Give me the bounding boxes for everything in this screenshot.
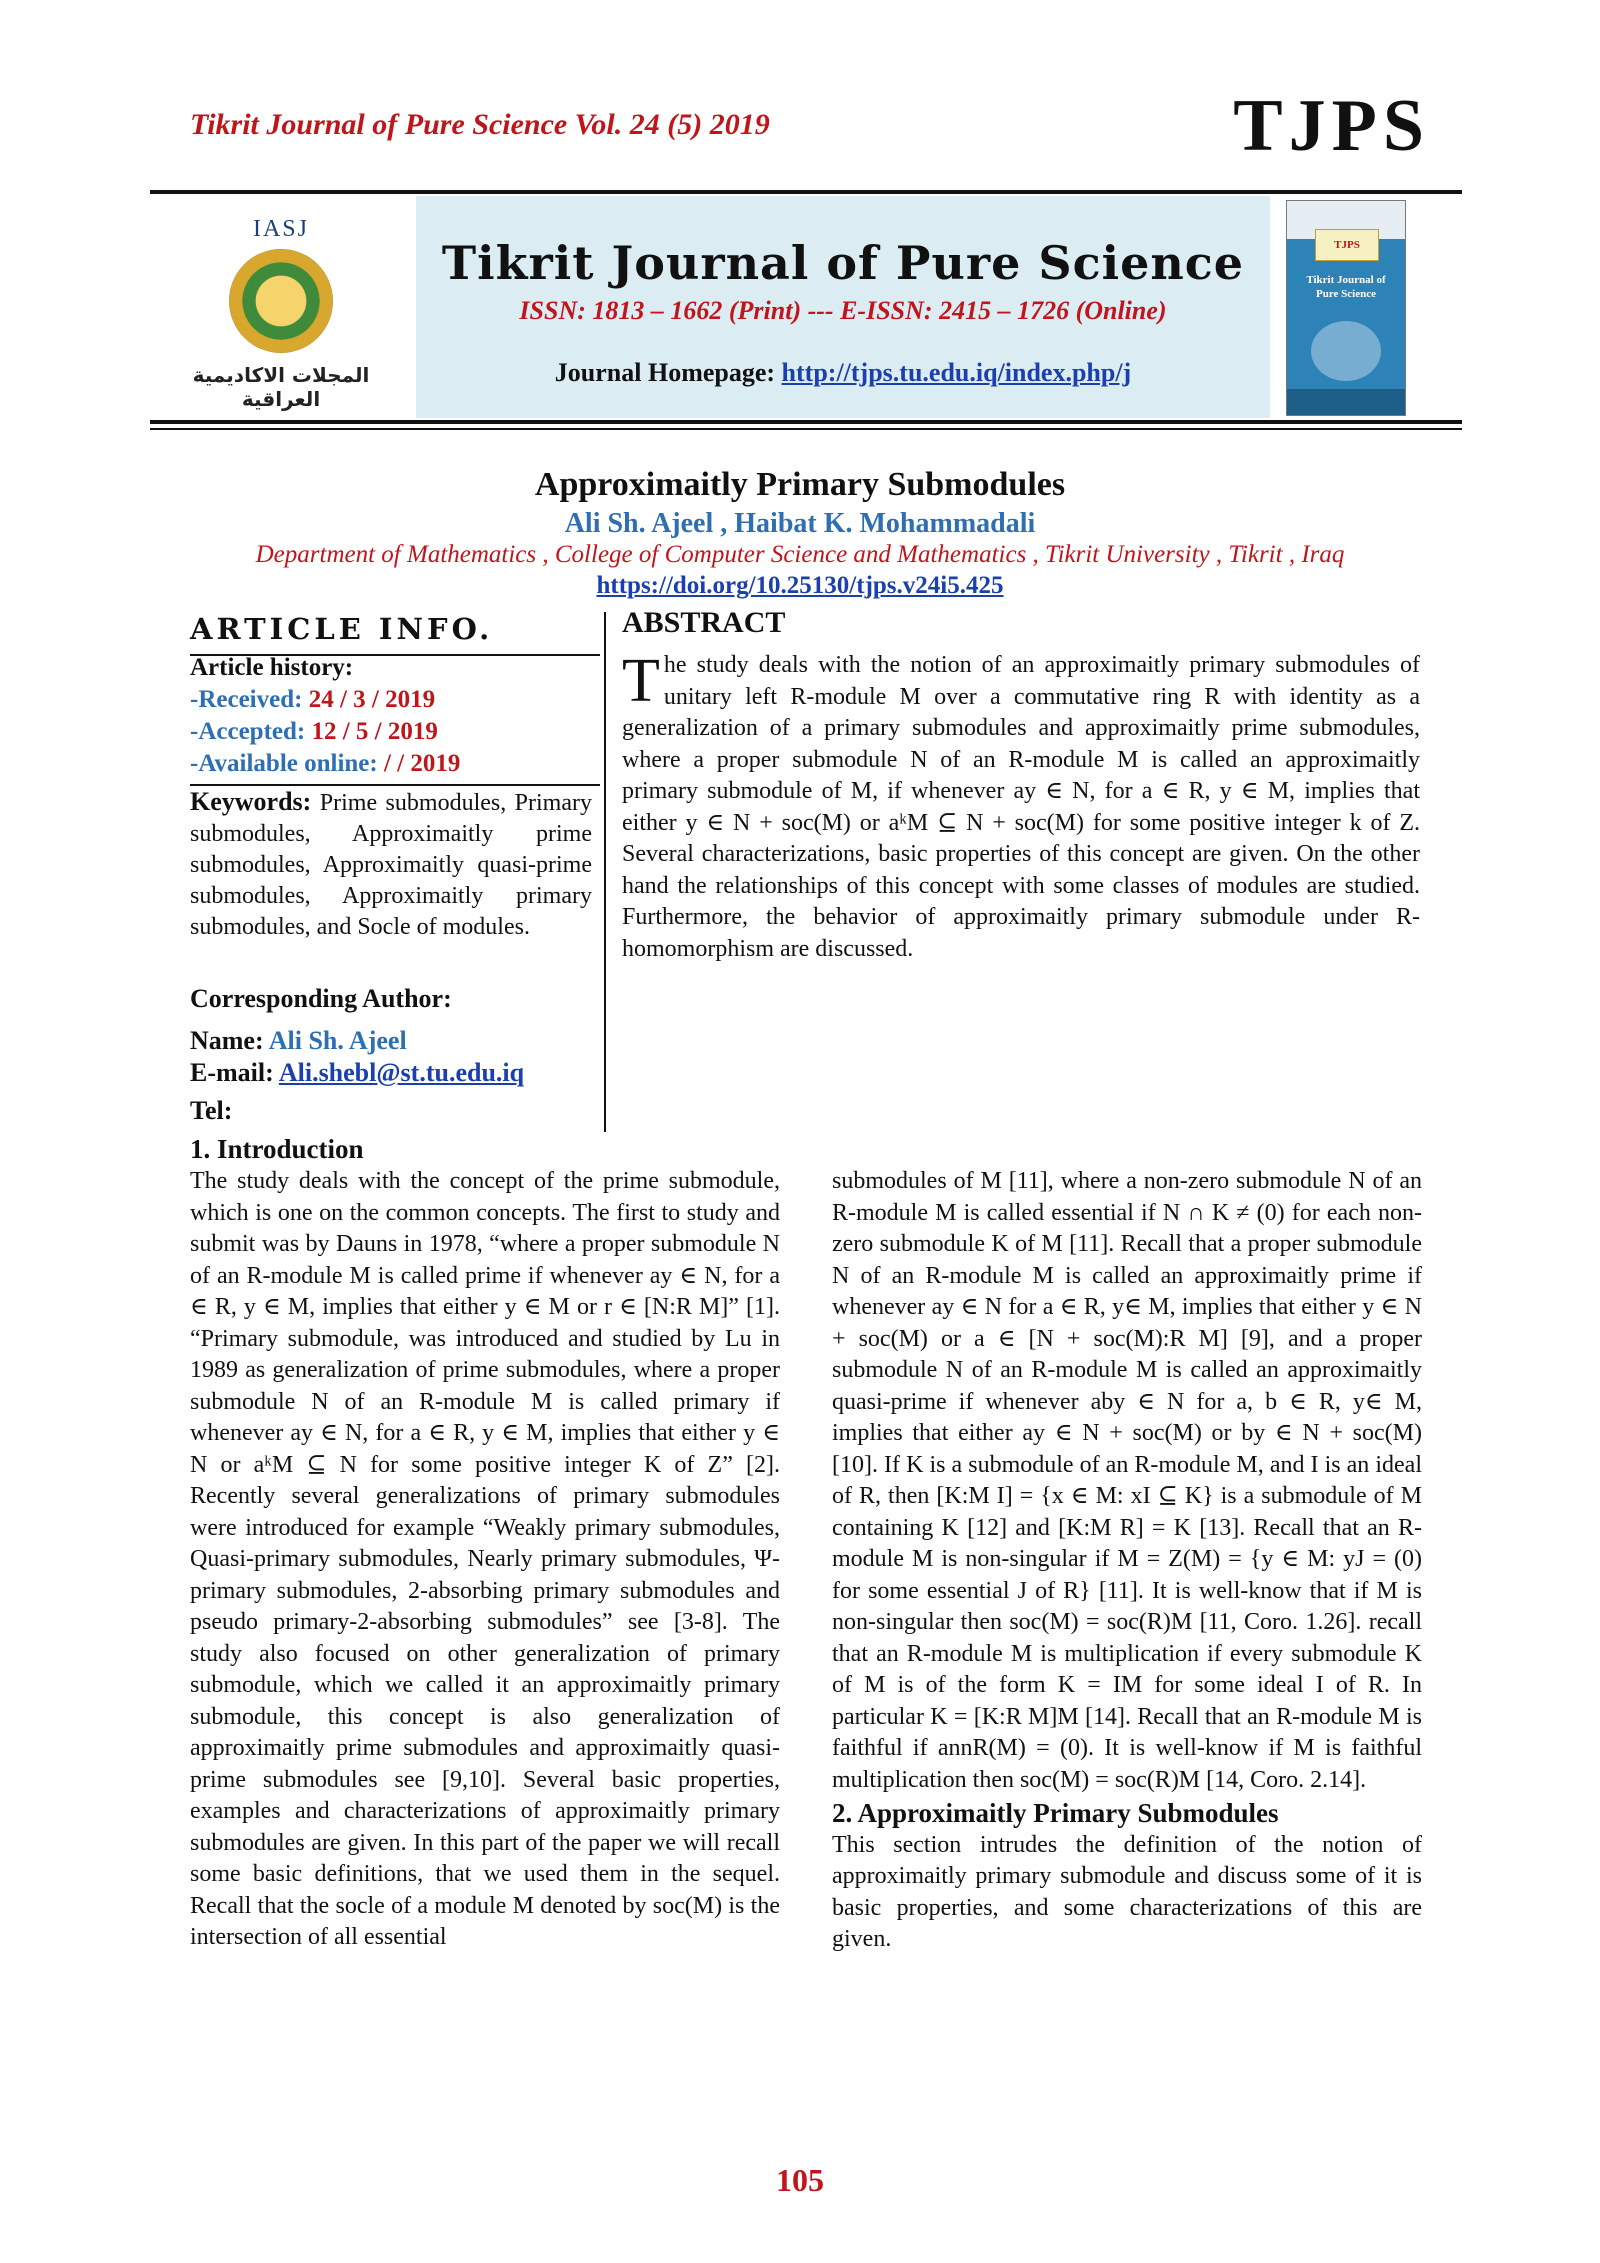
intro-column-2 [832, 1166, 1422, 1956]
cover-title: Tikrit Journal of Pure Science [1306, 274, 1386, 300]
top-rule [150, 190, 1462, 194]
email-label: E-mail: [190, 1058, 274, 1087]
doi-link[interactable]: https://doi.org/10.25130/tjps.v24i5.425 [596, 572, 1004, 599]
abstract-heading: ABSTRACT [622, 606, 786, 639]
available-row [190, 750, 460, 778]
journal-banner [150, 196, 1462, 418]
available-value: / / 2019 [383, 750, 461, 777]
cover-image [1286, 200, 1406, 416]
corresponding-author-label: Corresponding Author: [190, 984, 452, 1013]
available-label: -Available online: [190, 750, 378, 777]
abstract-text: he study deals with the notion of an approximaitly primary submodules of unitary left R-module M over a commutative ring R with identity as a generalization of a primary submodules and approximaitly prime submodules, where a proper submodule N of an R-module M is called an approximaitly primary submodule of M, if whenever ay ∈ N, for a ∈ R, y ∈ M, implies that either y ∈ N + soc(M) or aᵏM ⊆ N + soc(M) for some positive integer k of Z. Several characterizations, basic properties of this concept are given. On the other hand the relationships of this concept with some classes of modules are studied. Furthermore, the behavior of approximaitly primary submodule under R-homomorphism are discussed. [622, 652, 1420, 962]
tjps-logo-text: TJPS [1233, 85, 1430, 167]
accepted-label: -Accepted: [190, 718, 306, 745]
homepage-link[interactable]: http://tjps.tu.edu.iq/index.php/j [781, 358, 1132, 387]
paper-title: Approximaitly Primary Submodules [534, 466, 1066, 503]
received-row [190, 686, 435, 714]
cover-badge: TJPS [1315, 229, 1379, 261]
intro-heading: 1. Introduction [190, 1134, 364, 1164]
author-name-row [190, 1026, 407, 1056]
iasj-arabic-label: المجلات الاكاديمية العراقية [192, 363, 370, 411]
paper-authors: Ali Sh. Ajeel , Haibat K. Mohammadali [564, 508, 1036, 539]
intro-column-1: The study deals with the concept of the prime submodule, which is one on the common concepts. The first to study and submit was by Dauns in 1978, “where a proper submodule N of an R-module M is called prime if whenever ay ∈ N, for a ∈ R, y ∈ M, implies that either y ∈ M or r ∈ [N:R M]” [1]. “Primary submodule, was introduced and studied by Lu in 1989 as generalization of prime submodules, where a proper submodule N of an R-module M is called primary if whenever ay ∈ N, for a ∈ R, y ∈ M, implies that either y ∈ N or aᵏM ⊆ N for some positive integer K of Z” [2]. Recently several generalizations of primary submodules were introduced for example “Weakly primary submodules, Quasi-primary submodules, Nearly primary submodules, Ψ-primary submodules, 2-absorbing primary submodules and pseudo primary-2-absorbing submodules” see [3-8]. The study also focused on other generalization of primary submodule, which we called it an approximaitly primary submodule, this concept is also generalization of approximaitly prime submodules and approximaitly quasi-prime submodules see [9,10]. Several basic properties, examples and characterizations of approximaitly primary submodules are given. In this part of the paper we will recall some basic definitions, that we used them in the sequel. Recall that the socle of a module M denoted by soc(M) is the intersection of all essential [190, 1168, 780, 1950]
banner-issn: ISSN: 1813 – 1662 (Print) --- E-ISSN: 2415 – 1726 (Online) [519, 296, 1167, 325]
column-divider [604, 612, 606, 1132]
author-email-row [190, 1058, 524, 1088]
name-value: Ali Sh. Ajeel [268, 1026, 407, 1055]
banner-title: Tikrit Journal of Pure Science [441, 236, 1245, 290]
banner-bottom-rule-thin [150, 428, 1462, 430]
cover-emblem-icon [1311, 321, 1381, 381]
journal-running-header: Tikrit Journal of Pure Science Vol. 24 (5) 2019 [190, 108, 770, 141]
homepage-label: Journal Homepage: [554, 358, 782, 387]
accepted-value: 12 / 5 / 2019 [311, 718, 438, 745]
article-info-heading: ARTICLE INFO. [190, 612, 494, 646]
received-label: -Received: [190, 686, 303, 713]
abstract-dropcap: T [622, 647, 660, 715]
journal-cover [1280, 196, 1462, 418]
received-value: 24 / 3 / 2019 [308, 686, 436, 713]
tel-label: Tel: [190, 1096, 233, 1125]
keywords [190, 786, 592, 943]
section-2-heading: 2. Approximaitly Primary Submodules [832, 1798, 1279, 1828]
iasj-label: IASJ [252, 216, 309, 242]
keywords-text: Prime submodules, Primary submodules, Approximaitly prime submodules, Approximaitly quasi-prime submodules, Approximaitly primary submodules, and Socle of modules. [190, 790, 592, 940]
email-link[interactable]: Ali.shebl@st.tu.edu.iq [278, 1058, 525, 1087]
iasj-emblem-icon [229, 249, 333, 353]
banner-bottom-rule [150, 420, 1462, 424]
article-history-label: Article history: [190, 654, 354, 681]
paper-affiliation: Department of Mathematics , College of Computer Science and Mathematics , Tikrit University , Tikrit , Iraq [255, 541, 1345, 568]
abstract-body [622, 647, 1420, 965]
page-number: 105 [776, 2162, 824, 2198]
keywords-label: Keywords: [190, 787, 312, 816]
banner-homepage [416, 358, 1270, 388]
banner-center [416, 196, 1270, 418]
section-2-text: This section intrudes the definition of the notion of approximaitly primary submodule and discuss some of it is basic properties, and some characterizations of this are given. [832, 1831, 1422, 1952]
intro-column-2-text: submodules of M [11], where a non-zero submodule N of an R-module M is called essential if N ∩ K ≠ (0) for each non-zero submodule K of M [11]. Recall that a proper submodule N of an R-module M is called an approximaitly prime if whenever ay ∈ N for a ∈ R, y∈ M, implies that either y ∈ N + soc(M) or a ∈ [N + soc(M):R M] [9], and a proper submodule N of an R-module M is called an approximaitly quasi-prime if whenever aby ∈ N for a, b ∈ R, y∈ M, implies that either ay ∈ N + soc(M) or by ∈ N + soc(M) [10]. If K is a submodule of an R-module M, and I is an ideal of R, then [K:M I] = {x ∈ M: xI ⊆ K} is a submodule of M containing K [12] and [K:M R] = K [13]. Recall that an R-module M is non-singular if M = Z(M) = {y ∈ M: yJ = (0) for some essential J of R} [11]. It is well-know that if M is non-singular then soc(M) = soc(R)M [11, Coro. 1.26]. recall that an R-module M is multiplication if every submodule K of M is of the form K = IM for some ideal I of R. In particular K = [K:R M]M [14]. Recall that an R-module M is faithful if annR(M) = (0). It is well-know if M is faithful multiplication then soc(M) = soc(R)M [14, Coro. 2.14]. [832, 1168, 1422, 1793]
accepted-row [190, 718, 438, 746]
iasj-logo [150, 196, 412, 418]
name-label: Name: [190, 1026, 264, 1055]
